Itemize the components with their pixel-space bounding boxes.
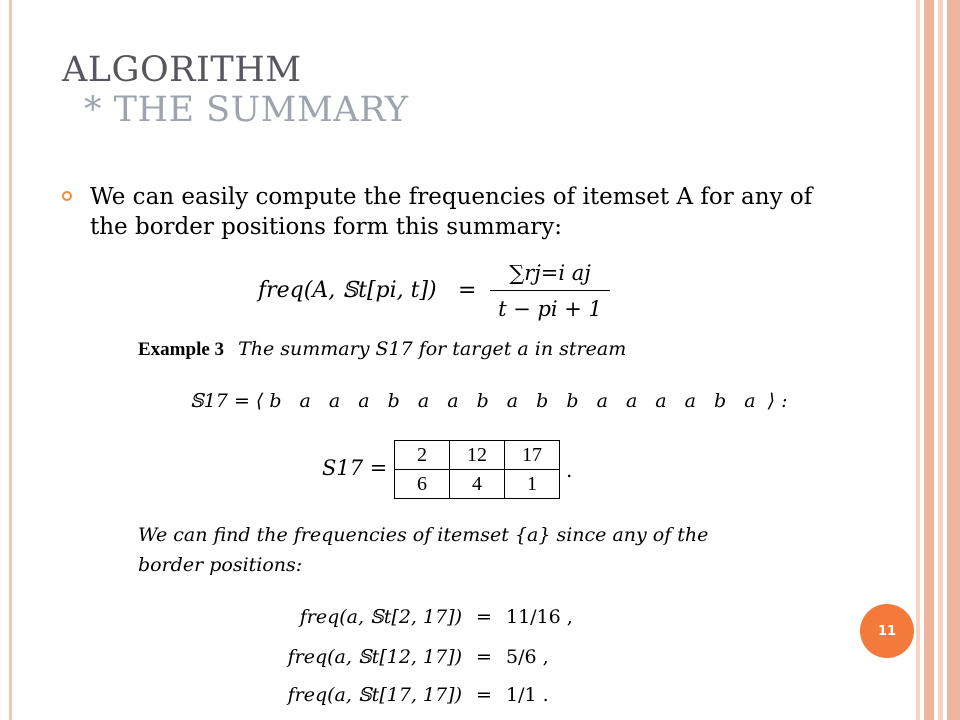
result-equals: = (476, 684, 492, 706)
result-equals: = (476, 646, 492, 668)
summary-cell: 1 (505, 470, 560, 499)
stream-lhs: 𝕊17 = ⟨ (190, 390, 264, 412)
right-decorative-band (916, 0, 960, 720)
result-equals: = (476, 606, 492, 628)
summary-cell: 4 (450, 470, 505, 499)
summary-cell: 6 (395, 470, 450, 499)
summary-row-positions (395, 441, 560, 470)
example-caption: The summary S17 for target a in stream (238, 338, 627, 360)
bullet-point (62, 182, 822, 242)
bullet-text: We can easily compute the frequencies of itemset A for any of the border positions form this summary: (90, 184, 813, 240)
summary-label: S17 = (322, 456, 388, 480)
formula-lhs: freq(A, 𝕊t[pi, t]) (258, 278, 437, 303)
formula-equals: = (458, 278, 477, 303)
result-value: 1/1 . (506, 684, 549, 706)
result-lhs: freq(a, 𝕊t[17, 17]) (287, 684, 462, 706)
result-value: 11/16 , (506, 606, 573, 628)
summary-cell: 17 (505, 441, 560, 470)
result-value: 5/6 , (506, 646, 549, 668)
stream-rhs: ⟩ : (767, 390, 788, 412)
result-row (262, 646, 549, 668)
example-label: Example 3 (138, 339, 225, 360)
bullet-ring-icon (62, 191, 72, 201)
formula-denominator: t − pi + 1 (498, 297, 602, 321)
summary-table (394, 440, 560, 499)
left-decorative-rule (9, 0, 12, 720)
stream-definition (190, 390, 787, 412)
title-main: ALGORITHM (62, 50, 302, 90)
example-paragraph: We can find the frequencies of itemset {a} since any of the border positions: (138, 524, 709, 576)
result-row (262, 684, 549, 706)
result-row (262, 606, 573, 628)
summary-period: . (566, 458, 573, 482)
title-subtitle: * THE SUMMARY (84, 90, 409, 130)
result-lhs: freq(a, 𝕊t[12, 17]) (287, 646, 462, 668)
formula-fraction (490, 256, 610, 327)
summary-row-counts (395, 470, 560, 499)
formula-numerator: ∑rj=i aj (490, 256, 610, 291)
slide-title (62, 50, 408, 130)
example-heading (138, 338, 626, 361)
frequency-formula (258, 256, 618, 336)
summary-cell: 2 (395, 441, 450, 470)
stream-sequence: b a a a b a a b a b b a a a a b a (269, 390, 762, 412)
result-lhs: freq(a, 𝕊t[2, 17]) (299, 606, 462, 628)
page-number-badge: 11 (860, 604, 914, 658)
summary-cell: 12 (450, 441, 505, 470)
